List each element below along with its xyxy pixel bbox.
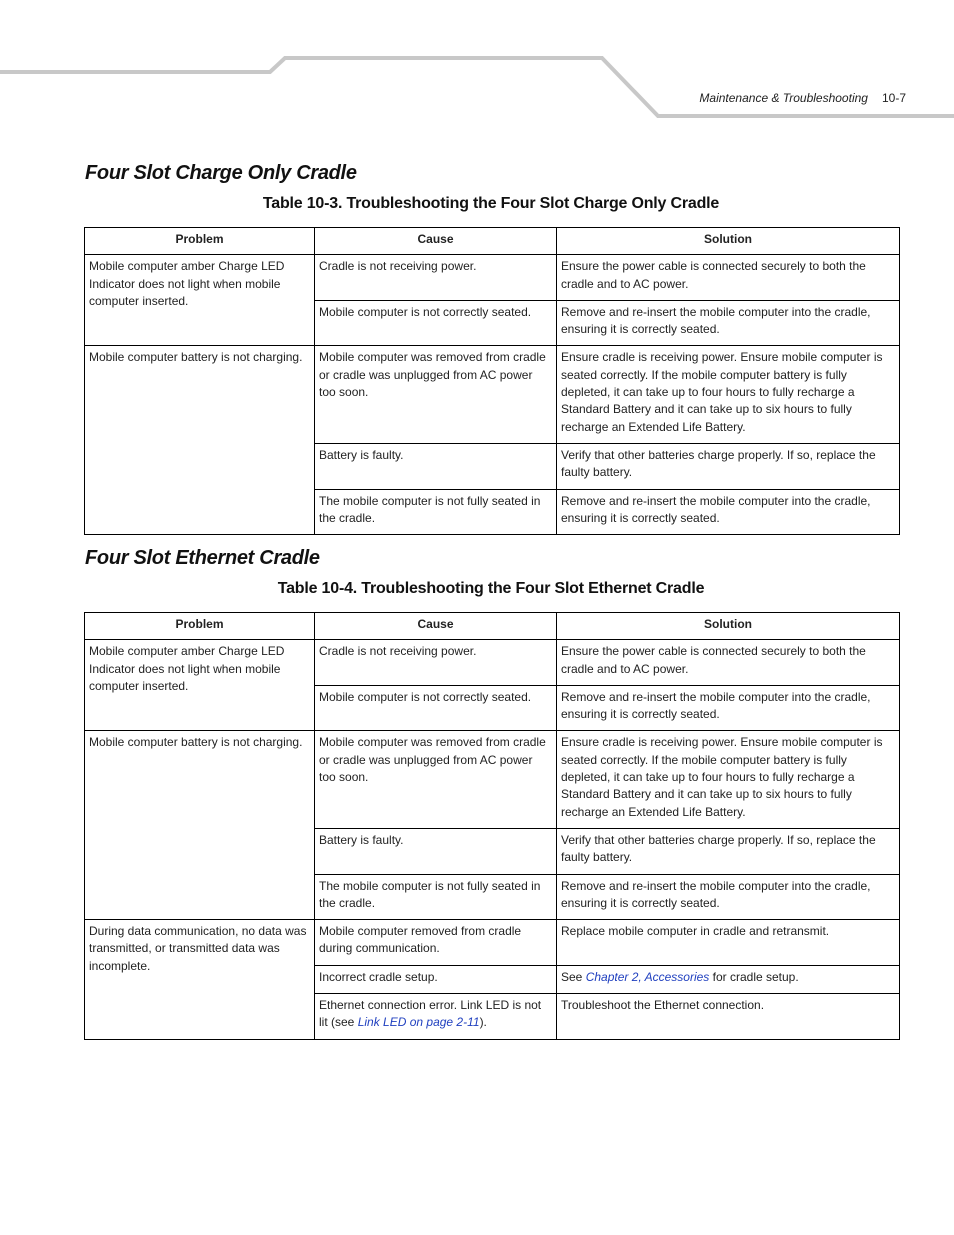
solution-cell: Remove and re-insert the mobile computer into the cradle, ensuring it is correctly seated. — [557, 685, 900, 731]
table-caption-10-4: Table 10-4. Troubleshooting the Four Slot Ethernet Cradle — [277, 580, 705, 597]
table-header-row — [85, 613, 900, 640]
solution-text-suffix: for cradle setup. — [709, 969, 799, 984]
column-header-problem: Problem — [85, 228, 315, 255]
column-header-cause: Cause — [315, 613, 557, 640]
table-row — [85, 346, 900, 443]
column-header-problem: Problem — [85, 613, 315, 640]
table-caption-10-3: Table 10-3. Troubleshooting the Four Slot Charge Only Cradle — [262, 195, 720, 212]
solution-cell: Verify that other batteries charge properly. If so, replace the faulty battery. — [557, 443, 900, 489]
problem-cell: During data communication, no data was transmitted, or transmitted data was incomplete. — [85, 920, 315, 1039]
solution-text-prefix: See — [561, 969, 586, 984]
cause-cell: Cradle is not receiving power. — [315, 640, 557, 686]
column-header-cause: Cause — [315, 228, 557, 255]
problem-cell: Mobile computer battery is not charging. — [85, 731, 315, 920]
troubleshooting-table-10-3 — [84, 227, 900, 535]
column-header-solution: Solution — [557, 613, 900, 640]
section-heading-charge-only: Four Slot Charge Only Cradle — [85, 162, 357, 184]
column-header-solution: Solution — [557, 228, 900, 255]
chapter-2-accessories-link[interactable]: Chapter 2, Accessories — [585, 969, 710, 984]
solution-cell: Verify that other batteries charge properly. If so, replace the faulty battery. — [557, 828, 900, 874]
problem-cell: Mobile computer amber Charge LED Indicator does not light when mobile computer inserted. — [85, 255, 315, 346]
solution-cell — [557, 965, 900, 993]
solution-cell: Replace mobile computer in cradle and retransmit. — [557, 920, 900, 966]
running-header-title: Maintenance & Troubleshooting — [699, 91, 868, 105]
problem-cell: Mobile computer amber Charge LED Indicator does not light when mobile computer inserted. — [85, 640, 315, 731]
page-number: 10-7 — [881, 91, 906, 105]
cause-cell — [315, 994, 557, 1040]
cause-cell: Battery is faulty. — [315, 443, 557, 489]
table-row — [85, 920, 900, 966]
cause-text-prefix: Ethernet connection error. Link LED is not lit (see — [319, 998, 542, 1030]
solution-cell: Remove and re-insert the mobile computer into the cradle, ensuring it is correctly seated. — [557, 874, 900, 920]
cause-cell: Mobile computer was removed from cradle or cradle was unplugged from AC power too soon. — [315, 731, 557, 828]
solution-cell: Ensure the power cable is connected securely to both the cradle and to AC power. — [557, 255, 900, 301]
troubleshooting-table-10-4 — [84, 612, 900, 1040]
running-header — [699, 91, 906, 105]
cause-cell: Mobile computer was removed from cradle or cradle was unplugged from AC power too soon. — [315, 346, 557, 443]
cause-cell: Mobile computer is not correctly seated. — [315, 300, 557, 346]
cause-cell: Mobile computer is not correctly seated. — [315, 685, 557, 731]
problem-cell: Mobile computer battery is not charging. — [85, 346, 315, 535]
table-row — [85, 731, 900, 828]
section-heading-ethernet: Four Slot Ethernet Cradle — [85, 547, 320, 569]
cause-cell: The mobile computer is not fully seated in the cradle. — [315, 489, 557, 535]
solution-cell: Ensure cradle is receiving power. Ensure mobile computer is seated correctly. If the mobile computer battery is fully depleted, it can take up to four hours to fully recharge a Standard Battery and it can take up to six hours to fully recharge an Extended Life Battery. — [557, 346, 900, 443]
solution-cell: Remove and re-insert the mobile computer into the cradle, ensuring it is correctly seated. — [557, 489, 900, 535]
table-row — [85, 255, 900, 301]
table-row — [85, 640, 900, 686]
header-decoration — [0, 0, 954, 130]
solution-cell: Troubleshoot the Ethernet connection. — [557, 994, 900, 1040]
solution-cell: Remove and re-insert the mobile computer into the cradle, ensuring it is correctly seated. — [557, 300, 900, 346]
cause-cell: Mobile computer removed from cradle during communication. — [315, 920, 557, 966]
solution-cell: Ensure cradle is receiving power. Ensure mobile computer is seated correctly. If the mobile computer battery is fully depleted, it can take up to four hours to fully recharge a Standard Battery and it can take up to six hours to fully recharge an Extended Life Battery. — [557, 731, 900, 828]
table-header-row — [85, 228, 900, 255]
link-led-page-link[interactable]: Link LED on page 2-11 — [357, 1015, 480, 1030]
cause-cell: Cradle is not receiving power. — [315, 255, 557, 301]
cause-cell: Battery is faulty. — [315, 828, 557, 874]
solution-cell: Ensure the power cable is connected securely to both the cradle and to AC power. — [557, 640, 900, 686]
cause-cell: Incorrect cradle setup. — [315, 965, 557, 993]
cause-cell: The mobile computer is not fully seated in the cradle. — [315, 874, 557, 920]
cause-text-suffix: ). — [479, 1015, 487, 1030]
